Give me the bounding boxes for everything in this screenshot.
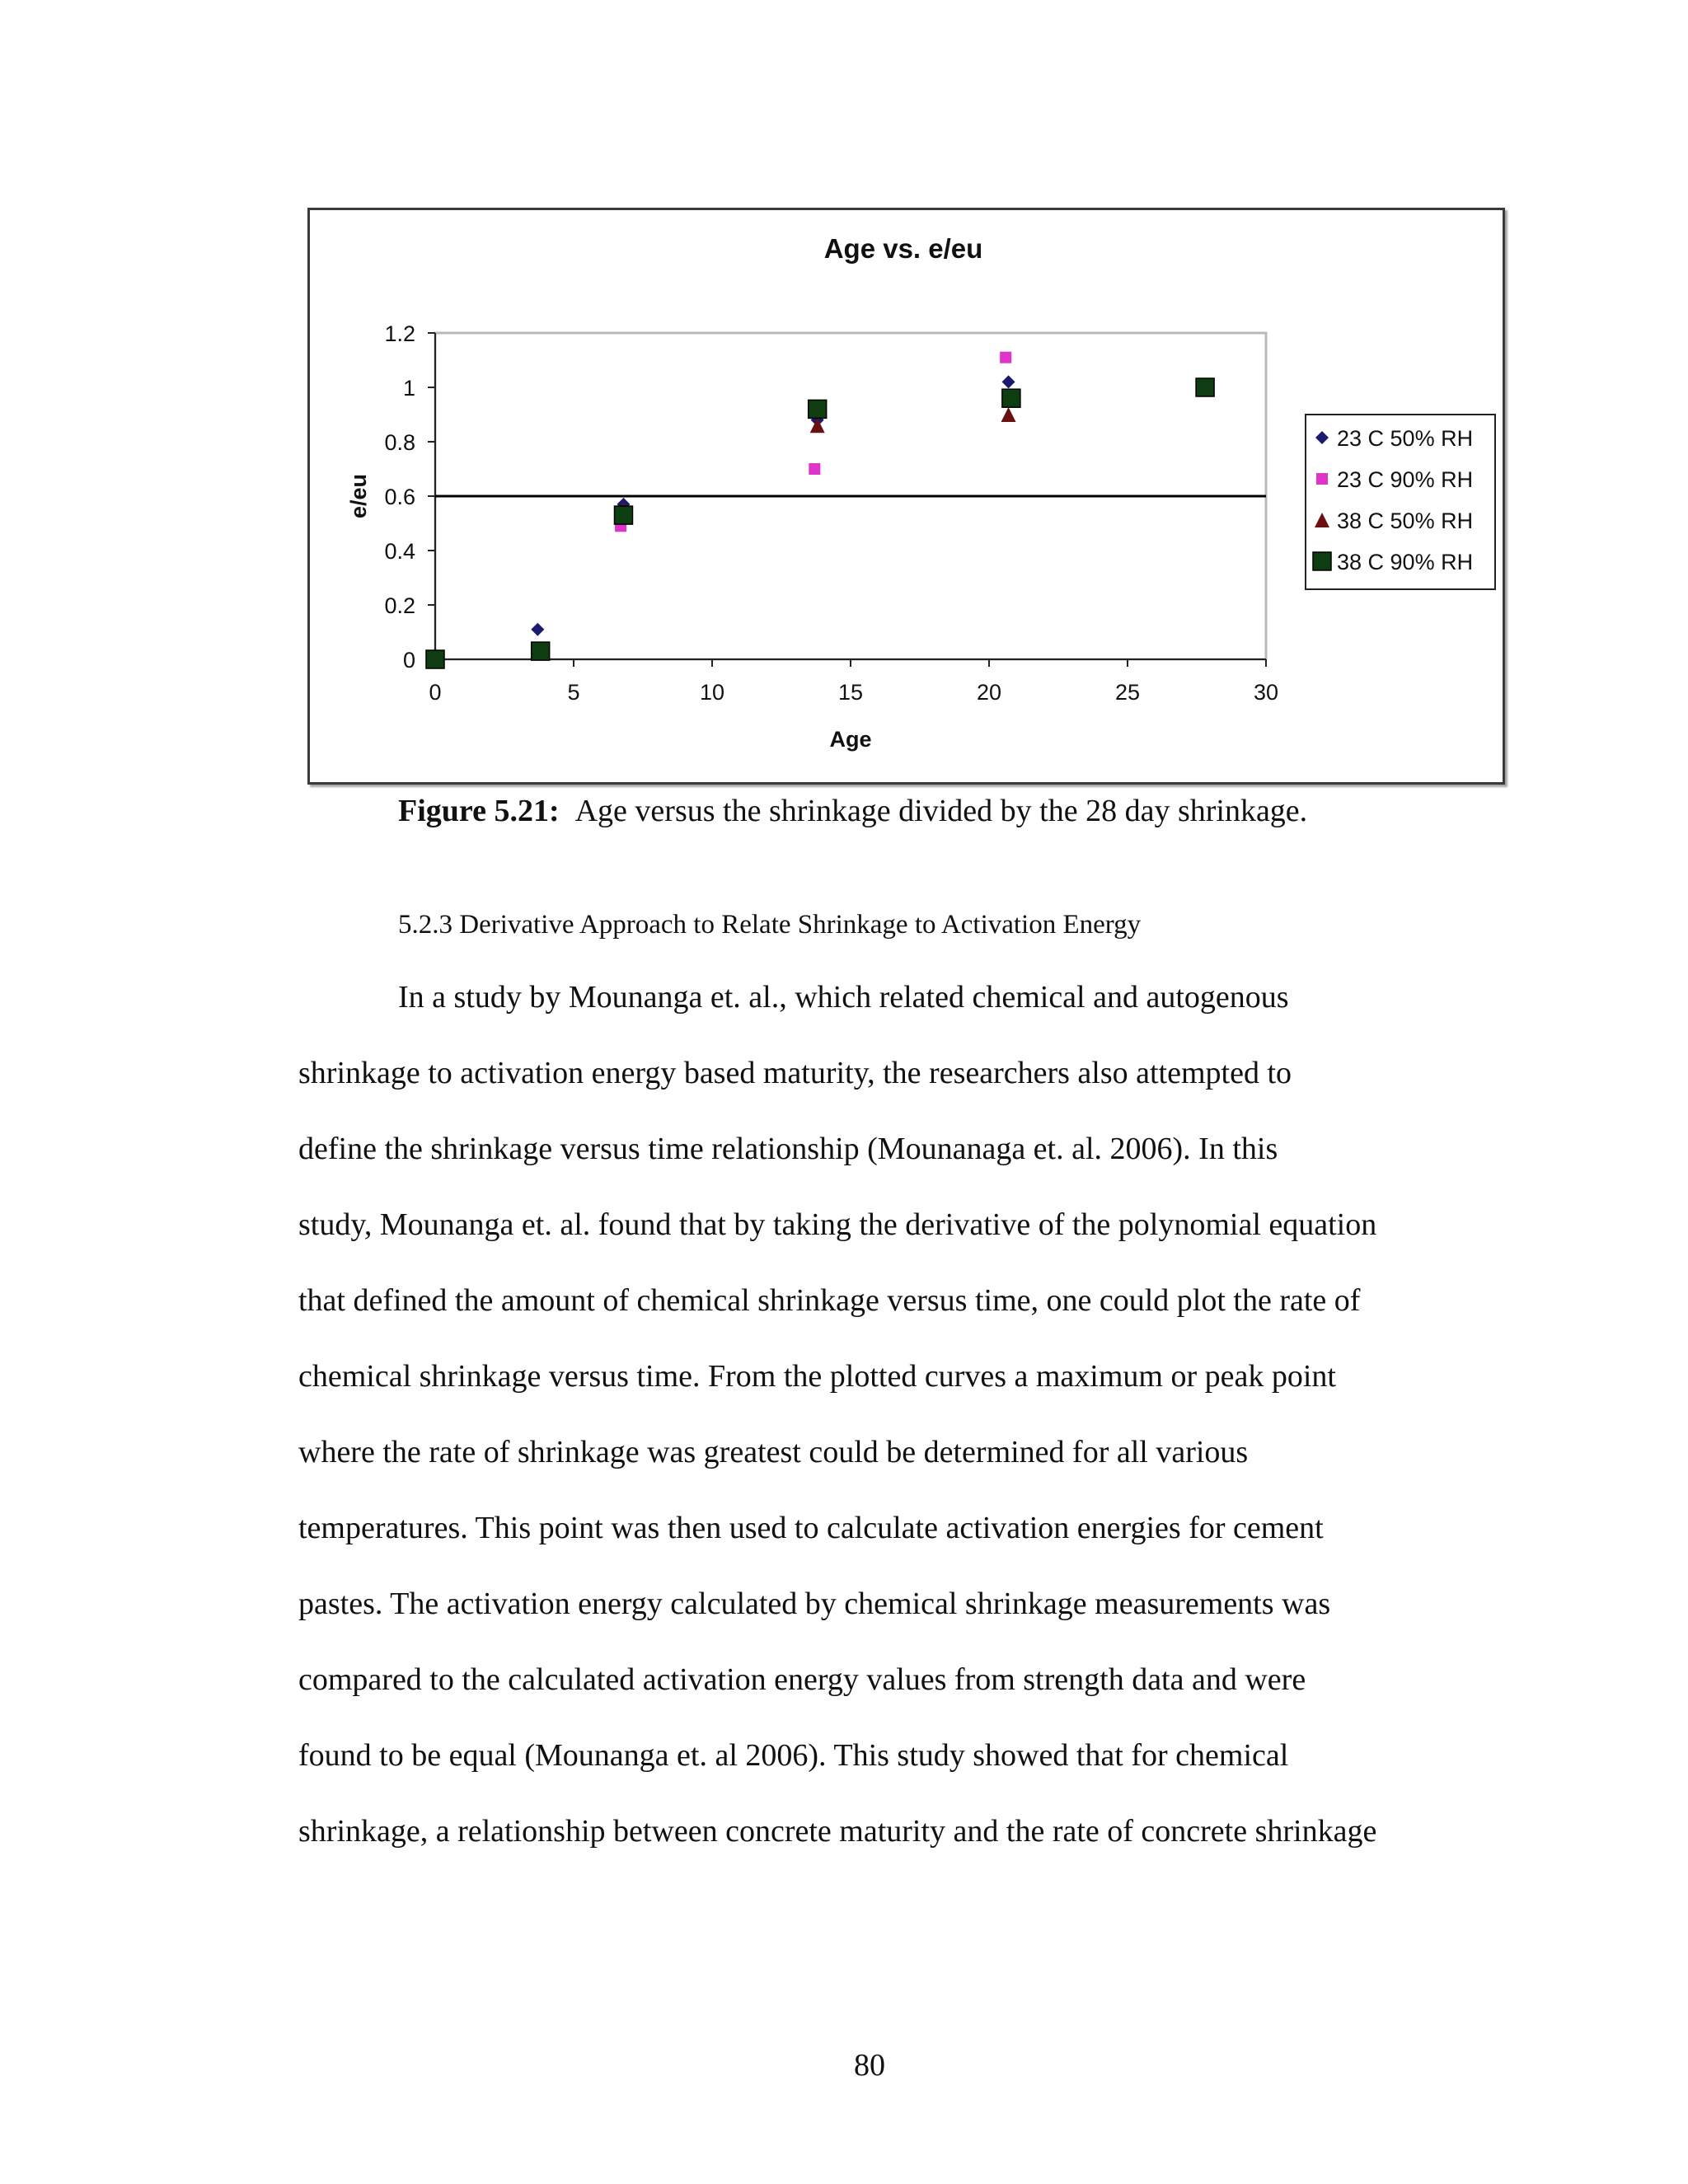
data-point-series-4 [426,650,444,668]
y-tick-label: 0.8 [384,430,415,455]
figure-caption [398,793,1307,829]
data-point-series-2 [809,463,820,475]
y-tick-label: 0 [402,648,415,673]
x-tick-label: 5 [567,680,580,705]
y-tick-label: 0.4 [384,539,415,564]
y-tick-label: 0.6 [384,485,415,509]
y-axis-label: e/eu [346,473,371,519]
body-line: shrinkage to activation energy based maturity, the researchers also attempted to [298,1056,1292,1090]
x-tick-label: 20 [976,680,1002,705]
body-line: that defined the amount of chemical shrinkage versus time, one could plot the rate of [298,1283,1361,1318]
y-tick-label: 1 [402,376,415,401]
legend-entry: 38 C 50% RH [1337,509,1474,533]
x-tick-label: 0 [429,680,442,705]
body-line: shrinkage, a relationship between concrete maturity and the rate of concrete shrinkage [298,1814,1377,1849]
x-axis-label: Age [829,727,872,752]
legend-marker [1313,552,1331,570]
data-point-series-4 [532,642,550,660]
data-point-series-4 [614,506,632,524]
x-tick-label: 30 [1253,680,1279,705]
legend-marker [1316,473,1328,485]
body-line: study, Mounanga et. al. found that by taking the derivative of the polynomial equation [298,1207,1377,1242]
data-point-series-2 [1000,352,1011,363]
body-line: pastes. The activation energy calculated by chemical shrinkage measurements was [298,1586,1331,1621]
x-tick-label: 15 [837,680,864,705]
body-line: In a study by Mounanga et. al., which related chemical and autogenous [398,980,1289,1015]
legend-entry: 23 C 50% RH [1337,426,1474,451]
body-line: temperatures. This point was then used to calculate activation energies for cement [298,1511,1324,1545]
scatter-chart [310,210,1503,782]
section-heading: 5.2.3 Derivative Approach to Relate Shrinkage to Activation Energy [398,910,1142,940]
x-tick-label: 10 [699,680,725,705]
figure-caption-text: Age versus the shrinkage divided by the 28 day shrinkage. [574,794,1308,828]
legend-entry: 38 C 90% RH [1337,550,1474,574]
chart-title: Age vs. e/eu [823,233,983,264]
x-tick-label: 25 [1114,680,1141,705]
body-line: where the rate of shrinkage was greatest could be determined for all various [298,1435,1249,1469]
body-line: define the shrinkage versus time relationship (Mounanaga et. al. 2006). In this [298,1132,1278,1166]
y-tick-label: 1.2 [384,321,415,346]
body-line: compared to the calculated activation energy values from strength data and were [298,1662,1306,1697]
body-line: found to be equal (Mounanga et. al 2006). This study showed that for chemical [298,1738,1289,1773]
figure-caption-label: Figure 5.21: [398,794,560,828]
data-point-series-4 [1002,389,1020,407]
data-point-series-4 [1196,378,1214,396]
legend-entry: 23 C 90% RH [1337,467,1474,492]
body-line: chemical shrinkage versus time. From the plotted curves a maximum or peak point [298,1359,1336,1394]
data-point-series-4 [809,400,827,418]
figure-chart [307,208,1505,785]
y-tick-label: 0.2 [384,593,415,618]
page-number: 80 [854,2048,885,2083]
